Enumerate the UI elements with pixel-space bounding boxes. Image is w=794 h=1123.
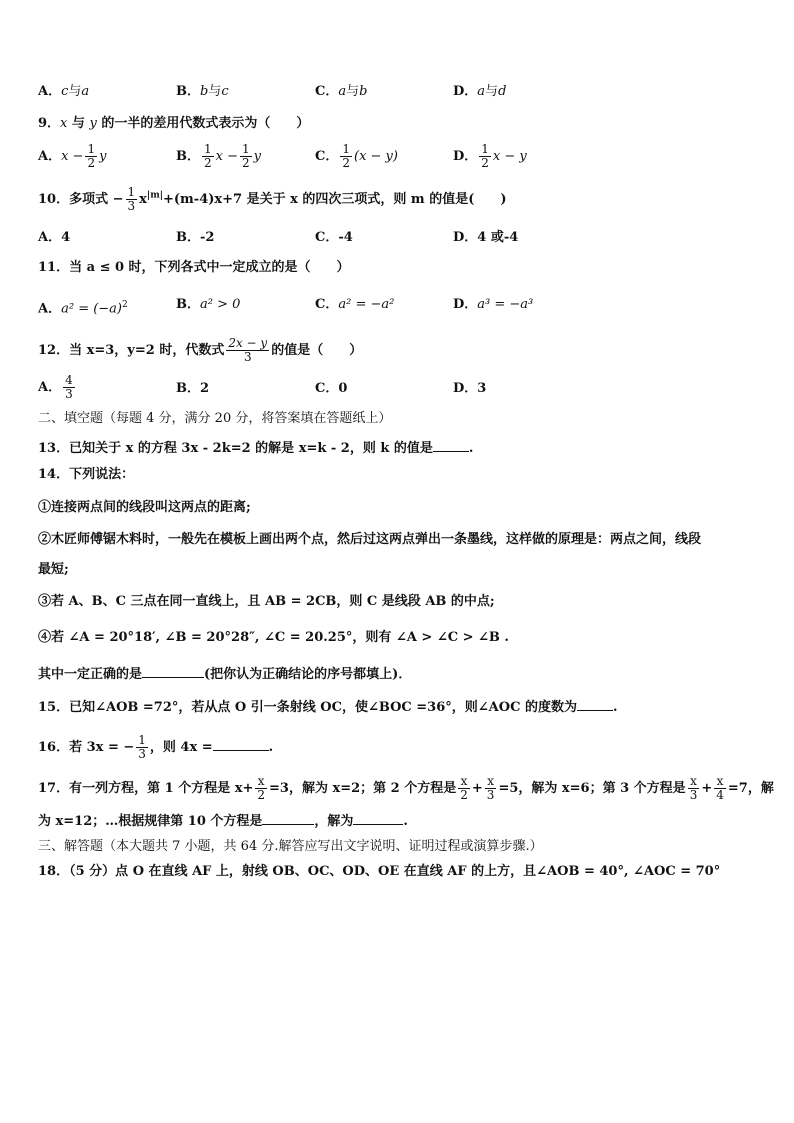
q12-stem: 12．当 x=3，y=2 时，代数式 $\frac{2x - y}{3}$ 的值是（ ） [38, 336, 363, 364]
q11-option-b: B．a² > 0 [176, 297, 241, 312]
q14-statement-2: ②木匠师傅锯木料时，一般先在模板上画出两个点，然后过这两点弹出一条墨线，这样做的原理是：两点之间，线段 [38, 532, 702, 547]
q11-stem: 11．当 a ≤ 0 时，下列各式中一定成立的是（ ） [38, 260, 350, 275]
q12-option-c: C．0 [315, 381, 348, 396]
q9-stem: 9．x 与 y 的一半的差用代数式表示为（ ） [38, 116, 310, 131]
q12-option-d: D．3 [453, 381, 487, 396]
q12-option-b: B．2 [176, 381, 210, 396]
q11-option-d: D．a³ = −a³ [453, 297, 534, 312]
q17-solution-blank[interactable] [353, 812, 403, 825]
q14-statement-1: ①连接两点间的线段叫这两点的距离; [38, 500, 251, 515]
q10-option-d: D．4 或-4 [453, 230, 519, 245]
q8-option-a: A．c与a [38, 84, 90, 99]
q9-option-c: C． $\frac{1}{2}$ (x − y) [315, 142, 398, 170]
q13-stem: 13．已知关于 x 的方程 3x - 2k=2 的解是 x=k - 2，则 k 的值是 . [38, 441, 474, 456]
q14-conclusion: 其中一定正确的是 (把你认为正确结论的序号都填上)． [38, 667, 412, 682]
q8-option-b: B．b与c [176, 84, 229, 99]
q10-stem: 10．多项式 − $\frac{1}{3}$ $x^{|m|}+(m-4)x+7$ 是关于 x 的四次三项式，则 m 的值是( ) [38, 185, 507, 213]
q18-stem: 18．（5 分）点 O 在直线 AF 上，射线 OB、OC、OD、OE 在直线 AF 的上方，且∠AOB = 40°, ∠AOC = 70° [38, 864, 721, 879]
q12-option-a: A． $\frac{4}{3}$ [38, 373, 73, 401]
q11-option-c: C．a² = −a² [315, 297, 395, 312]
q14-answer-blank[interactable] [142, 665, 204, 678]
q14-statement-3: ③若 A、B、C 三点在同一直线上，且 AB = 2CB，则 C 是线段 AB 的中点; [38, 594, 495, 609]
section-3-heading: 三、解答题（本大题共 7 小题，共 64 分.解答应写出文字说明、证明过程或演算步骤.） [38, 839, 543, 854]
q15-answer-blank[interactable] [577, 698, 613, 711]
q9-option-a: A．x − $\frac{1}{2}$ y [38, 142, 107, 170]
q10-option-a: A．4 [38, 230, 71, 245]
q14-stem: 14．下列说法： [38, 467, 135, 482]
q8-option-d: D．a与d [453, 84, 507, 99]
q9-option-b: B． $\frac{1}{2}$ x − $\frac{1}{2}$ y [176, 142, 261, 170]
q14-statement-4: ④若 ∠A = 20°18′, ∠B = 20°28″, ∠C = 20.25°，则有 ∠A > ∠C > ∠B . [38, 630, 509, 645]
q13-answer-blank[interactable] [433, 439, 469, 452]
q9-option-d: D． $\frac{1}{2}$ x − y [453, 142, 527, 170]
q17-stem-line-2: 为 x=12；…根据规律第 10 个方程是 ，解为 . [38, 814, 408, 829]
q16-answer-blank[interactable] [213, 738, 269, 751]
q8-option-c: C．a与b [315, 84, 368, 99]
q15-stem: 15．已知∠AOB =72°，若从点 O 引一条射线 OC，使∠BOC =36°，则∠AOC 的度数为 . [38, 700, 618, 715]
q10-option-b: B．-2 [176, 230, 215, 245]
q14-statement-2-cont: 最短; [38, 562, 69, 577]
q10-option-c: C．-4 [315, 230, 353, 245]
section-2-heading: 二、填空题（每题 4 分，满分 20 分，将答案填在答题纸上） [38, 411, 392, 426]
q16-stem: 16．若 3x = − $\frac{1}{3}$ ，则 4x = . [38, 733, 274, 761]
q11-option-a: A．$a^2 = (-a)^2$ [38, 300, 128, 317]
q17-stem-line-1: 17．有一列方程，第 1 个方程是 x+ $\frac{x}{2}$ =3，解为 x=2；第 2 个方程是 $\frac{x}{2}$ + $\frac{x}{3}$ =5，解为 x=6；第 3 个方程是 $\frac{x}{3}$ + $\frac{x}{4}$ =7，解 [38, 774, 774, 802]
q17-equation-blank[interactable] [262, 812, 314, 825]
